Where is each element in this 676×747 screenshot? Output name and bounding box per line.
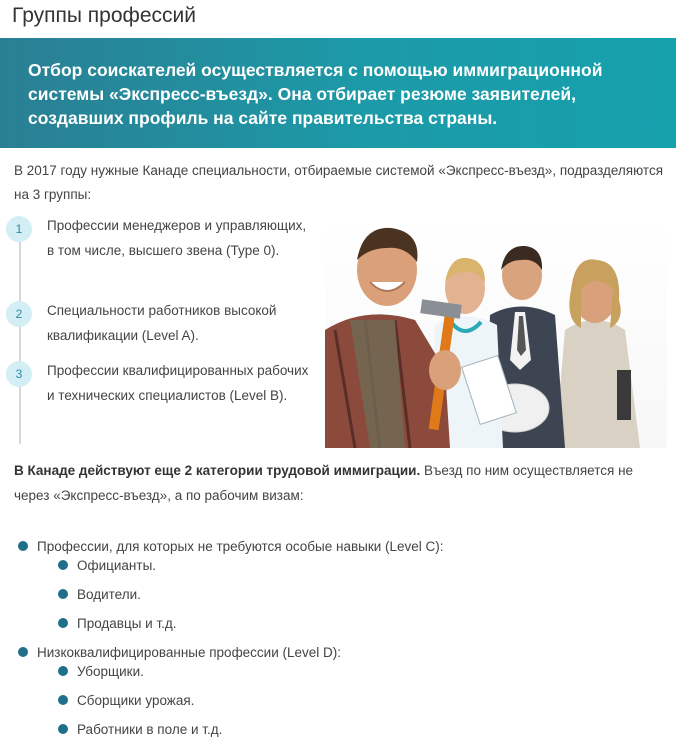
sub-list-item-label: Сборщики урожая. <box>77 693 195 708</box>
banner-text: Отбор соискателей осуществляется с помощью иммиграционной системы «Экспресс-въезд». Она отбирает резюме заявителей, создавших профиль на сайте правительства страны. <box>28 60 603 128</box>
sub-list-item-label: Водители. <box>77 587 141 602</box>
step-text: Специальности работников высокой квалификации (Level A). <box>47 303 277 343</box>
person-woman-right <box>555 259 640 448</box>
sub-list-item <box>58 558 156 573</box>
step-number-badge: 2 <box>6 301 32 327</box>
bullet-icon <box>58 695 68 705</box>
step-text: Профессии квалифицированных рабочих и технических специалистов (Level B). <box>47 363 309 403</box>
sub-list-item <box>58 664 144 679</box>
step-text: Профессии менеджеров и управляющих, в том числе, высшего звена (Type 0). <box>47 218 307 258</box>
bullet-icon <box>58 560 68 570</box>
bullet-icon <box>58 618 68 628</box>
sub-list-item <box>58 616 177 631</box>
intro-paragraph: В 2017 году нужные Канаде специальности, отбираемые системой «Экспресс-въезд», подразделяются на 3 группы: <box>14 163 664 202</box>
page-title: Группы профессий <box>12 4 196 27</box>
steps-connector-line <box>19 226 21 444</box>
step-number-badge: 3 <box>6 361 32 387</box>
categories-bold-text: В Канаде действуют еще 2 категории трудовой иммиграции. <box>14 463 421 478</box>
sub-list-item <box>58 587 141 602</box>
sub-list-item-label: Уборщики. <box>77 664 144 679</box>
step-number-badge: 1 <box>6 216 32 242</box>
list-item-label: Низкоквалифицированные профессии (Level D): <box>37 645 342 660</box>
bullet-icon <box>18 647 28 657</box>
sub-list-item-label: Официанты. <box>77 558 157 573</box>
list-item <box>18 539 444 554</box>
bullet-icon <box>58 589 68 599</box>
list-item <box>18 645 341 660</box>
sub-list-item-label: Продавцы и т.д. <box>77 616 177 631</box>
sub-list-item <box>58 693 194 708</box>
sub-list-item <box>58 722 222 737</box>
professionals-illustration <box>325 220 667 448</box>
categories-rest-text: Въезд по ним осуществляется не через «Экспресс-въезд», а по рабочим визам: <box>14 463 634 503</box>
bullet-icon <box>58 666 68 676</box>
list-item-label: Профессии, для которых не требуются особые навыки (Level C): <box>37 539 444 554</box>
bullet-icon <box>58 724 68 734</box>
categories-paragraph <box>14 458 669 508</box>
bullet-icon <box>18 541 28 551</box>
sub-list-item-label: Работники в поле и т.д. <box>77 722 223 737</box>
highlight-banner <box>0 38 676 148</box>
professionals-photo <box>325 220 667 448</box>
